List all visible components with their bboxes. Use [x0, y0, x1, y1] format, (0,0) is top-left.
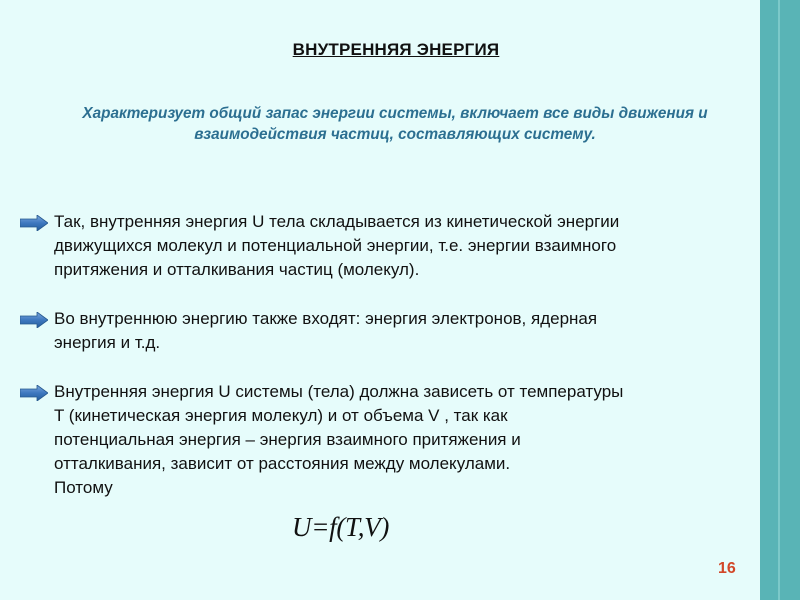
- bullet-text: Во внутреннюю энергию также входят: энергия электронов, ядерная энергия и т.д.: [54, 309, 598, 352]
- right-arrow-icon: [20, 312, 48, 328]
- right-arrow-icon: [20, 215, 48, 231]
- bullet-text: Так, внутренняя энергия U тела складывается из кинетической энергии движущихся молекул и потенциальной энергии, т.е. энергии взаимного притяжения и отталкивания частиц (молекул).: [54, 212, 620, 279]
- bullet-item: [20, 210, 740, 282]
- bullet-item: [20, 380, 740, 500]
- formula: U=f(T,V): [292, 512, 390, 542]
- slide-title: ВНУТРЕННЯЯ ЭНЕРГИЯ: [292, 40, 500, 59]
- bullet-list: [20, 210, 740, 525]
- right-arrow-icon: [20, 385, 48, 401]
- slide-subtitle: Характеризует общий запас энергии системы, включает все виды движения и взаимодействия частиц, составляющих систему.: [82, 105, 708, 143]
- bullet-item: [20, 307, 740, 355]
- page-number: 16: [718, 560, 736, 577]
- decorative-side-band: [760, 0, 800, 600]
- bullet-text: Внутренняя энергия U системы (тела) должна зависеть от температуры T (кинетическая энергия молекул) и от объема V , так как потенциальная энергия – энергия взаимного притяжения и отталкивания, зависит от расстояния между молекулами. Потому: [54, 382, 624, 497]
